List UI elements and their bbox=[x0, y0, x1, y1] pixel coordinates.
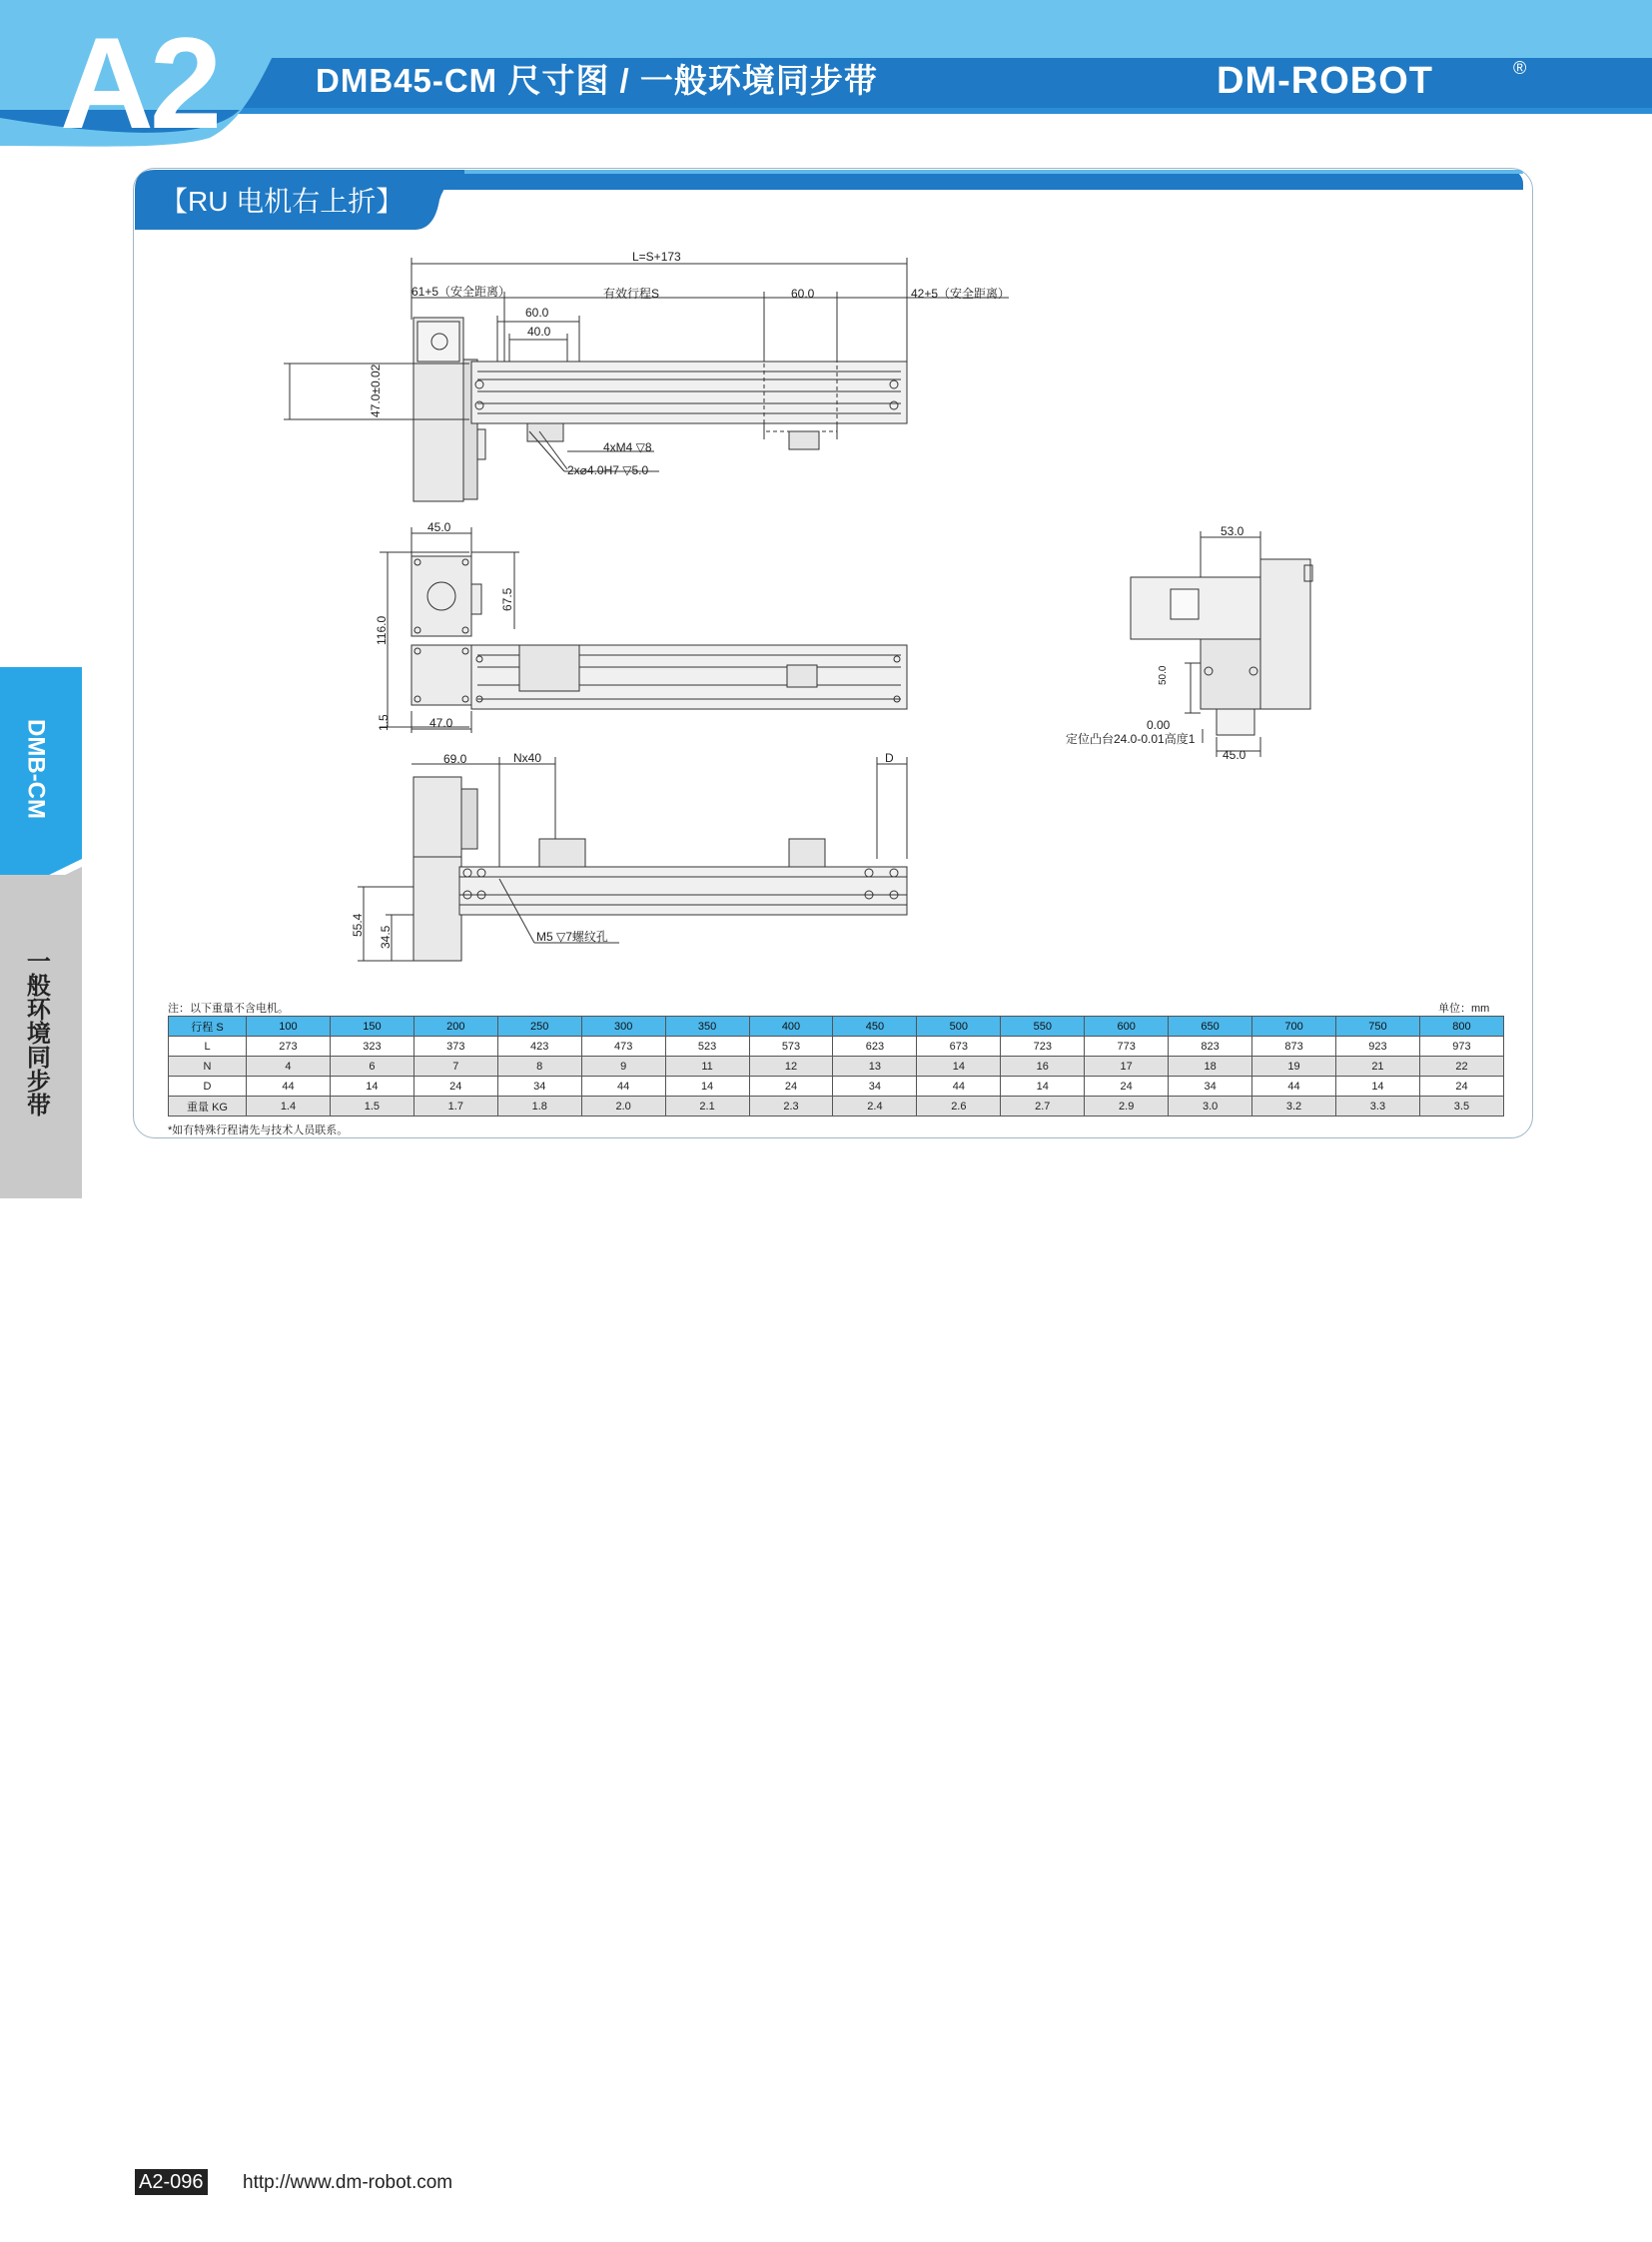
dim-d: D bbox=[885, 751, 894, 765]
table-cell: 重量 KG bbox=[169, 1097, 247, 1117]
table-cell: 623 bbox=[833, 1037, 917, 1057]
table-cell: 723 bbox=[1001, 1037, 1085, 1057]
dim-nx40: Nx40 bbox=[513, 751, 542, 765]
table-cell: 3.3 bbox=[1335, 1097, 1419, 1117]
table-cell: 473 bbox=[581, 1037, 665, 1057]
table-cell: 16 bbox=[1001, 1057, 1085, 1077]
table-cell: 14 bbox=[1335, 1077, 1419, 1097]
table-row bbox=[169, 1037, 1504, 1057]
table-cell: 34 bbox=[497, 1077, 581, 1097]
table-row bbox=[169, 1057, 1504, 1077]
dim-116: 116.0 bbox=[375, 615, 389, 645]
table-cell: 1.7 bbox=[413, 1097, 497, 1117]
table-cell: 24 bbox=[1085, 1077, 1169, 1097]
table-cell: 22 bbox=[1419, 1057, 1503, 1077]
table-cell: 18 bbox=[1169, 1057, 1252, 1077]
table-cell: 4 bbox=[247, 1057, 331, 1077]
table-cell: 14 bbox=[1001, 1077, 1085, 1097]
dim-45-top: 45.0 bbox=[427, 520, 451, 534]
table-cell: 100 bbox=[247, 1017, 331, 1037]
table-cell: 11 bbox=[665, 1057, 749, 1077]
table-row bbox=[169, 1077, 1504, 1097]
dim-total-length: L=S+173 bbox=[632, 250, 681, 264]
table-cell: 24 bbox=[749, 1077, 833, 1097]
side-dim-53: 53.0 bbox=[1221, 524, 1244, 538]
table-cell: 19 bbox=[1252, 1057, 1336, 1077]
table-cell: 24 bbox=[1419, 1077, 1503, 1097]
chapter-badge: A2 bbox=[60, 10, 219, 156]
table-cell: N bbox=[169, 1057, 247, 1077]
table-cell: 1.4 bbox=[247, 1097, 331, 1117]
side-dim-50: 50.0 bbox=[1158, 665, 1169, 685]
spec-table-body bbox=[169, 1017, 1504, 1117]
table-cell: 423 bbox=[497, 1037, 581, 1057]
dim-55-4: 55.4 bbox=[351, 913, 365, 937]
registered-mark: ® bbox=[1513, 58, 1527, 78]
hole-4xm4: 4xM4 ▽8 bbox=[603, 440, 652, 454]
table-cell: 2.4 bbox=[833, 1097, 917, 1117]
website-link[interactable]: http://www.dm-robot.com bbox=[243, 2172, 453, 2193]
table-row bbox=[169, 1097, 1504, 1117]
table-cell: 750 bbox=[1335, 1017, 1419, 1037]
table-cell: 823 bbox=[1169, 1037, 1252, 1057]
table-cell: 350 bbox=[665, 1017, 749, 1037]
table-cell: 34 bbox=[1169, 1077, 1252, 1097]
table-cell: 44 bbox=[247, 1077, 331, 1097]
table-cell: 150 bbox=[330, 1017, 413, 1037]
table-cell: 44 bbox=[581, 1077, 665, 1097]
table-cell: 2.0 bbox=[581, 1097, 665, 1117]
table-cell: 24 bbox=[413, 1077, 497, 1097]
dim-right-safe: 42+5（安全距离） bbox=[911, 287, 1011, 301]
table-cell: 3.2 bbox=[1252, 1097, 1336, 1117]
table-cell: 573 bbox=[749, 1037, 833, 1057]
table-cell: 973 bbox=[1419, 1037, 1503, 1057]
table-cell: 2.7 bbox=[1001, 1097, 1085, 1117]
dim-60-left: 60.0 bbox=[525, 306, 549, 320]
table-cell: 1.5 bbox=[330, 1097, 413, 1117]
table-cell: 14 bbox=[917, 1057, 1001, 1077]
table-cell: 12 bbox=[749, 1057, 833, 1077]
table-cell: 200 bbox=[413, 1017, 497, 1037]
table-cell: 700 bbox=[1252, 1017, 1336, 1037]
side-dim-zero: 0.00 bbox=[1147, 718, 1171, 732]
table-cell: 2.3 bbox=[749, 1097, 833, 1117]
table-cell: 873 bbox=[1252, 1037, 1336, 1057]
table-cell: 800 bbox=[1419, 1017, 1503, 1037]
table-cell: 500 bbox=[917, 1017, 1001, 1037]
side-tab-label-category: 一般环境同步带 bbox=[22, 949, 50, 1117]
side-tab-label-model: DMB-CM bbox=[22, 719, 50, 819]
dim-67-5: 67.5 bbox=[500, 587, 514, 611]
table-cell: 2.9 bbox=[1085, 1097, 1169, 1117]
table-cell: 450 bbox=[833, 1017, 917, 1037]
table-cell: 2.1 bbox=[665, 1097, 749, 1117]
table-cell: 300 bbox=[581, 1017, 665, 1037]
table-cell: 8 bbox=[497, 1057, 581, 1077]
page-title: DMB45-CM 尺寸图 / 一般环境同步带 bbox=[316, 62, 878, 99]
dim-69: 69.0 bbox=[443, 752, 467, 766]
table-cell: 6 bbox=[330, 1057, 413, 1077]
table-cell: 923 bbox=[1335, 1037, 1419, 1057]
table-cell: 523 bbox=[665, 1037, 749, 1057]
table-cell: 17 bbox=[1085, 1057, 1169, 1077]
side-locating-boss: 定位凸台24.0-0.01高度1 bbox=[1066, 732, 1196, 746]
table-cell: 3.0 bbox=[1169, 1097, 1252, 1117]
table-cell: 44 bbox=[917, 1077, 1001, 1097]
page-number: A2-096 bbox=[135, 2169, 208, 2195]
table-cell: 行程 S bbox=[169, 1017, 247, 1037]
dim-34-5: 34.5 bbox=[379, 925, 393, 949]
dim-stroke: 有效行程S bbox=[603, 287, 660, 301]
table-cell: 2.6 bbox=[917, 1097, 1001, 1117]
dim-47-tolerance: 47.0±0.02 bbox=[369, 364, 383, 417]
dim-left-safe: 61+5（安全距离） bbox=[412, 285, 511, 299]
table-unit: 单位：mm bbox=[1438, 1003, 1490, 1015]
table-cell: 44 bbox=[1252, 1077, 1336, 1097]
table-cell: 673 bbox=[917, 1037, 1001, 1057]
table-cell: 14 bbox=[330, 1077, 413, 1097]
spec-table bbox=[168, 1016, 1504, 1117]
section-title: 【RU 电机右上折】 bbox=[160, 186, 405, 217]
table-cell: 21 bbox=[1335, 1057, 1419, 1077]
side-dim-45: 45.0 bbox=[1223, 748, 1246, 762]
table-footnote: *如有特殊行程请先与技术人员联系。 bbox=[168, 1124, 349, 1136]
dim-1-5: 1.5 bbox=[377, 714, 391, 731]
table-cell: 373 bbox=[413, 1037, 497, 1057]
table-cell: 3.5 bbox=[1419, 1097, 1503, 1117]
table-cell: L bbox=[169, 1037, 247, 1057]
table-header-row bbox=[169, 1017, 1504, 1037]
table-cell: 600 bbox=[1085, 1017, 1169, 1037]
table-cell: 323 bbox=[330, 1037, 413, 1057]
hole-2x-dowel: 2x⌀4.0H7 ▽5.0 bbox=[567, 463, 649, 477]
table-cell: 9 bbox=[581, 1057, 665, 1077]
table-cell: 650 bbox=[1169, 1017, 1252, 1037]
table-cell: 13 bbox=[833, 1057, 917, 1077]
table-cell: 14 bbox=[665, 1077, 749, 1097]
table-cell: 550 bbox=[1001, 1017, 1085, 1037]
table-cell: 400 bbox=[749, 1017, 833, 1037]
table-cell: 250 bbox=[497, 1017, 581, 1037]
dim-60-right: 60.0 bbox=[791, 287, 815, 301]
thread-m5: M5 ▽7螺纹孔 bbox=[536, 930, 608, 944]
table-cell: 773 bbox=[1085, 1037, 1169, 1057]
dim-40: 40.0 bbox=[527, 325, 551, 339]
table-cell: 34 bbox=[833, 1077, 917, 1097]
brand-logo: DM-ROBOT bbox=[1217, 60, 1433, 102]
dimension-drawing bbox=[0, 0, 1652, 999]
dim-47-bottom: 47.0 bbox=[429, 716, 453, 730]
table-cell: D bbox=[169, 1077, 247, 1097]
table-cell: 273 bbox=[247, 1037, 331, 1057]
table-cell: 7 bbox=[413, 1057, 497, 1077]
table-cell: 1.8 bbox=[497, 1097, 581, 1117]
table-note: 注：以下重量不含电机。 bbox=[168, 1003, 289, 1015]
